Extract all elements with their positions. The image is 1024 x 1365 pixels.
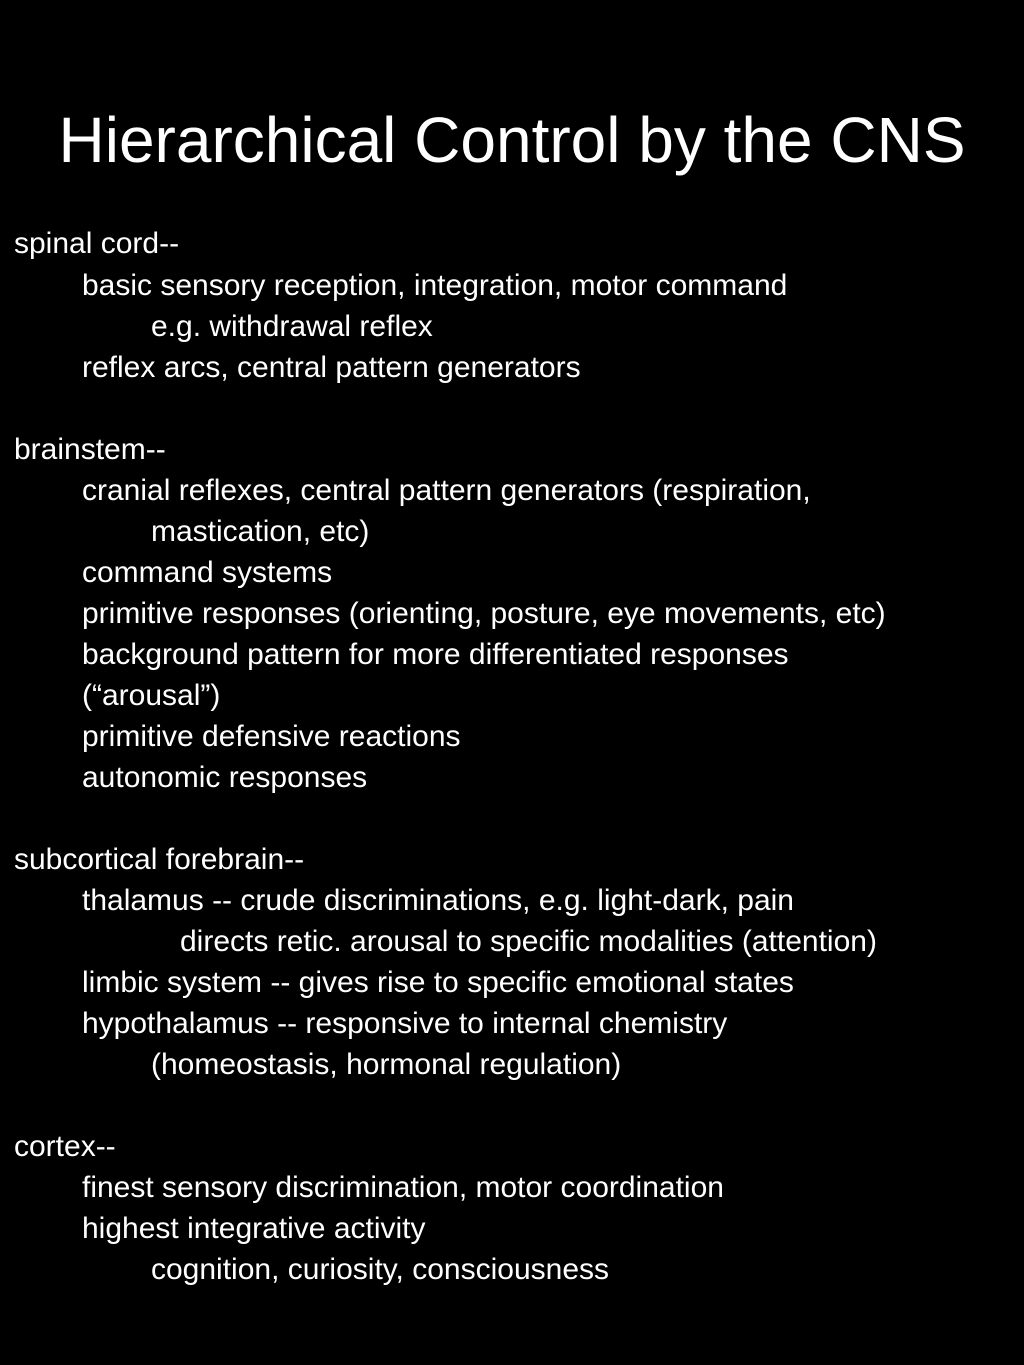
slide-title: Hierarchical Control by the CNS (58, 104, 966, 176)
section-heading-cortex: cortex-- (14, 1130, 116, 1163)
subcortical-line-5: (homeostasis, hormonal regulation) (151, 1048, 622, 1081)
section-heading-brainstem: brainstem-- (14, 433, 166, 466)
subcortical-line-2: directs retic. arousal to specific modalities (attention) (180, 925, 877, 958)
cortex-line-1: finest sensory discrimination, motor coordination (82, 1171, 724, 1204)
subcortical-line-3: limbic system -- gives rise to specific emotional states (82, 966, 794, 999)
cortex-line-2: highest integrative activity (82, 1212, 426, 1245)
brainstem-line-1: cranial reflexes, central pattern generators (respiration, (82, 474, 811, 507)
spinal-cord-line-1: basic sensory reception, integration, motor command (82, 269, 788, 302)
cortex-line-3: cognition, curiosity, consciousness (151, 1253, 609, 1286)
brainstem-line-7: primitive defensive reactions (82, 720, 461, 753)
section-heading-spinal-cord: spinal cord-- (14, 227, 180, 260)
spinal-cord-line-3: reflex arcs, central pattern generators (82, 351, 581, 384)
brainstem-line-6: (“arousal”) (82, 679, 221, 712)
brainstem-line-2: mastication, etc) (151, 515, 370, 548)
brainstem-line-3: command systems (82, 556, 333, 589)
subcortical-line-4: hypothalamus -- responsive to internal chemistry (82, 1007, 728, 1040)
brainstem-line-4: primitive responses (orienting, posture, eye movements, etc) (82, 597, 886, 630)
brainstem-line-5: background pattern for more differentiated responses (82, 638, 789, 671)
brainstem-line-8: autonomic responses (82, 761, 368, 794)
subcortical-line-1: thalamus -- crude discriminations, e.g. light-dark, pain (82, 884, 794, 917)
section-heading-subcortical-forebrain: subcortical forebrain-- (14, 843, 305, 876)
spinal-cord-line-2: e.g. withdrawal reflex (151, 310, 433, 343)
